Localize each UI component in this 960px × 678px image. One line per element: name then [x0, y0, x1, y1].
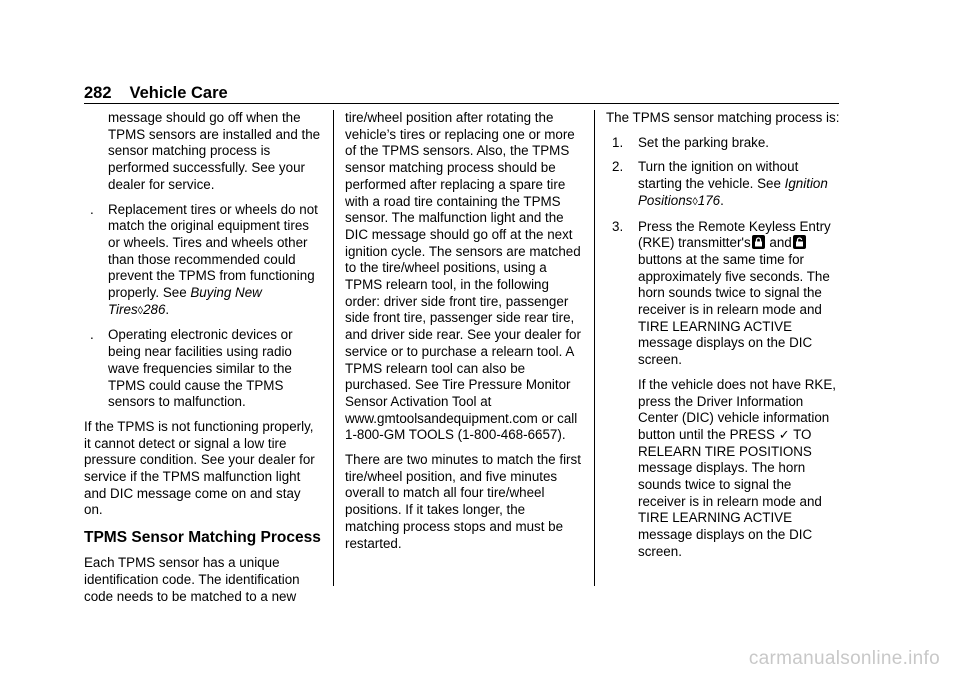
column-2	[345, 110, 581, 560]
column-divider-2	[594, 110, 595, 586]
watermark: carmanualsonline.info	[748, 648, 940, 669]
xref-ignition-positions[interactable]: Ignition Positions	[638, 176, 828, 208]
checkmark-icon: ✓	[778, 426, 790, 442]
unlock-icon	[793, 235, 806, 249]
paragraph-unique-code: Each TPMS sensor has a unique identification code. The identification code needs to be matched to a new	[84, 555, 300, 604]
step-2: 2. Turn the ignition on without starting the vehicle. See Ignition Positions◊176.	[612, 159, 828, 208]
bullet-replacement-tires: . Replacement tires or wheels do not match the original equipment tires or wheels. Tires and wheels other than those recommended could prevent the TPMS from functioning properly. See Buying New Tires◊286.	[90, 201, 318, 317]
paragraph-not-functioning: If the TPMS is not functioning properly, it cannot detect or signal a low tire pressure condition. See your dealer for service if the TPMS malfunction light and DIC message come on and stay on.	[84, 418, 315, 518]
procedure-intro: The TPMS sensor matching process is:	[606, 110, 840, 125]
xref-page-176[interactable]: 176	[697, 192, 721, 208]
header-rule	[84, 103, 839, 104]
column-3	[606, 110, 842, 569]
column-1	[84, 110, 322, 613]
continued-paragraph: message should go off when the TPMS sensors are installed and the sensor matching process is performed successfully. See your dealer for service.	[108, 110, 321, 192]
lock-icon	[752, 235, 765, 249]
section-title: Vehicle Care	[129, 84, 228, 102]
bullet-electronic-devices: . Operating electronic devices or being near facilities using radio wave frequencies similar to the TPMS could cause the TPMS sensors to malfunction.	[90, 327, 293, 410]
column-divider-1	[333, 110, 334, 586]
paragraph-time-limits: There are two minutes to match the first tire/wheel position, and five minutes overall to match all four tire/wheel positions. If it takes longer, the matching process stops and must be restarted.	[345, 452, 581, 551]
xref-buying-new-tires[interactable]: Buying New Tires	[108, 285, 262, 317]
xref-page-286[interactable]: 286	[143, 301, 166, 317]
step-3: 3. Press the Remote Keyless Entry (RKE) transmitter's and buttons at the same time for approximately five seconds. The horn sounds twice to signal the receiver is in relearn mode and TIRE LEARNING ACTIVE message displays on the DIC screen. If the vehicle does not have RKE, press the Driver Information Center (DIC) vehicle information button until the PRESS ✓ TO RELEARN TIRE POSITIONS message displays. The horn sounds twice to signal the receiver is in relearn mode and TIRE LEARNING ACTIVE message displays on the DIC screen.	[612, 218, 837, 559]
paragraph-tire-position: tire/wheel position after rotating the vehicle’s tires or replacing one or more of the TPMS sensors. Also, the TPMS sensor matching process should be performed after replacing a spare tire with a road tire containing the TPMS sensor. The malfunction light and the DIC message should go off at the next ignition cycle. The sensors are matched to the tire/wheel positions, using a TPMS relearn tool, in the following order: driver side front tire, passenger side front tire, passenger side rear tire, and driver side rear. See your dealer for service or to purchase a relearn tool. A TPMS relearn tool can also be purchased. See Tire Pressure Monitor Sensor Activation Tool at www.gmtoolsandequipment.com or call 1-800-GM TOOLS (1-800-468-6657).	[345, 110, 581, 443]
section-heading: TPMS Sensor Matching Process	[84, 529, 321, 547]
page-number: 282	[84, 84, 112, 102]
step-1: 1. Set the parking brake.	[612, 134, 770, 150]
page-header	[84, 84, 228, 103]
